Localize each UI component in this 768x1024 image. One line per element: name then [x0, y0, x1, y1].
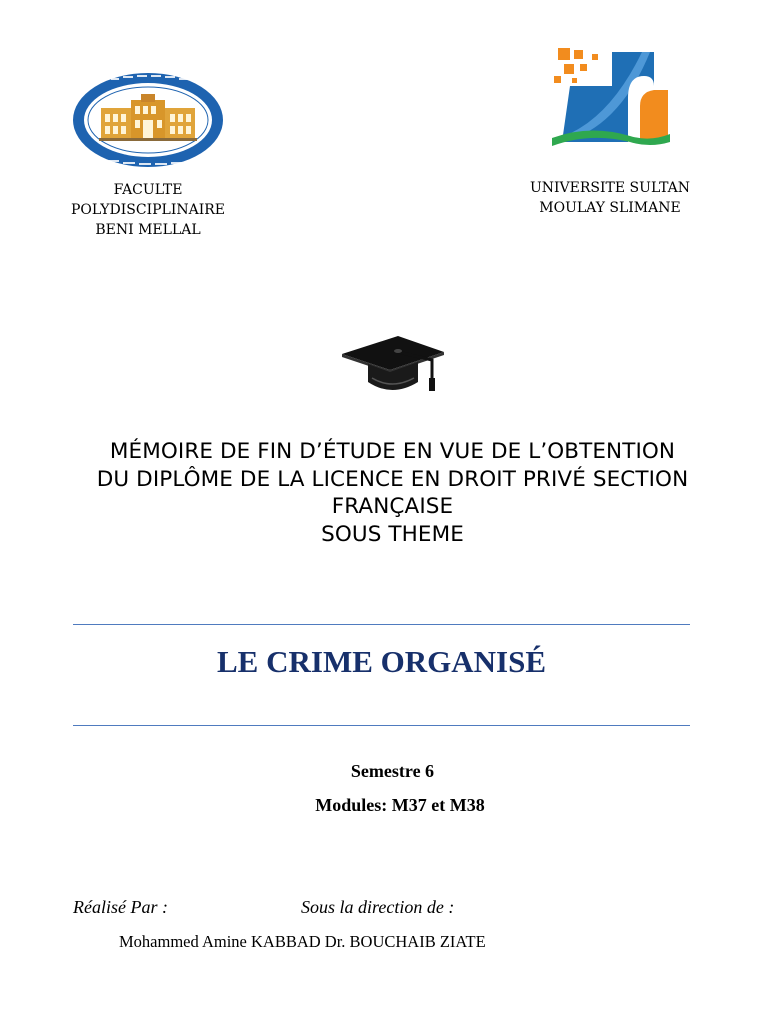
author-supervisor-names: Mohammed Amine KABBAD Dr. BOUCHAIB ZIATE — [119, 932, 486, 951]
faculty-logo — [71, 70, 225, 170]
university-logo — [550, 46, 672, 148]
title-rule-bottom — [73, 725, 690, 726]
memoire-line: DU DIPLÔME DE LA LICENCE EN DROIT PRIVÉ SECTION — [96, 466, 689, 492]
memoire-subtitle — [40, 438, 745, 548]
modules-label: Modules: M37 et M38 — [315, 795, 485, 815]
faculty-name-line: POLYDISCIPLINAIRE — [70, 202, 226, 218]
faculty-building-seal-icon — [71, 70, 225, 170]
main-title: LE CRIME ORGANISÉ — [217, 644, 546, 679]
university-name-line: UNIVERSITE SULTAN — [529, 180, 691, 196]
semestre-label: Semestre 6 — [350, 761, 435, 781]
memoire-line: MÉMOIRE DE FIN D’ÉTUDE EN VUE DE L’OBTENTION — [109, 439, 676, 464]
realise-par-label: Réalisé Par : — [73, 897, 168, 917]
direction-label: Sous la direction de : — [301, 897, 455, 917]
memoire-line: SOUS THEME — [321, 521, 464, 547]
memoire-line: FRANÇAISE — [331, 494, 454, 519]
university-arch-logo-icon — [550, 46, 672, 148]
university-name — [510, 178, 710, 218]
faculty-name — [58, 180, 238, 240]
university-name-line: MOULAY SLIMANE — [539, 200, 681, 216]
graduation-cap — [340, 334, 446, 396]
faculty-name-line: FACULTE — [113, 182, 183, 198]
graduation-cap-icon — [340, 334, 446, 396]
faculty-name-line: BENI MELLAL — [95, 222, 201, 238]
title-rule-top — [73, 624, 690, 625]
